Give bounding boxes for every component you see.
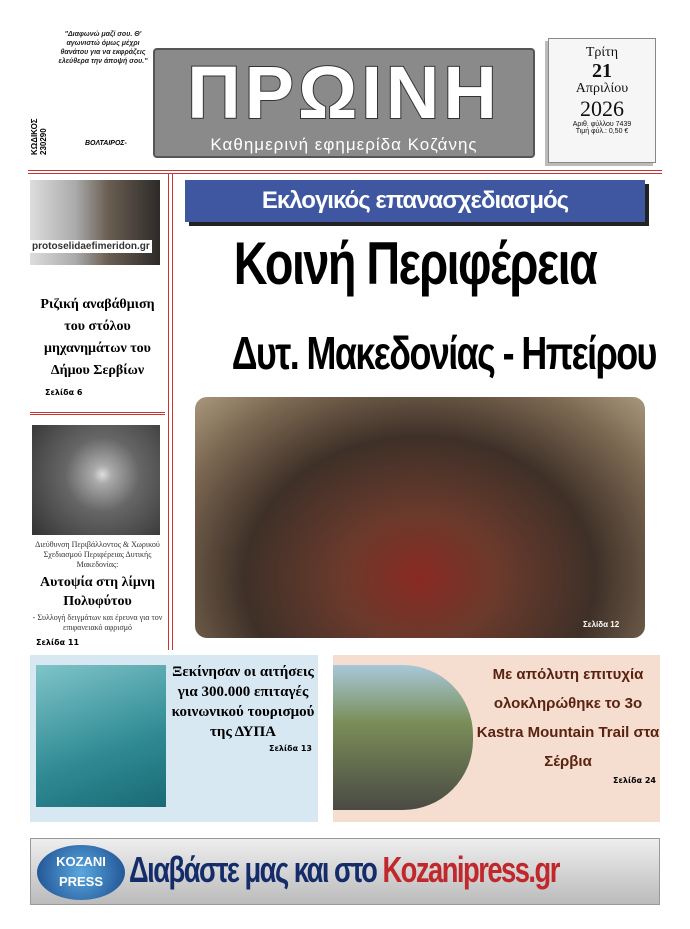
left-story-1 [30, 294, 165, 397]
race-photo [333, 665, 473, 810]
divider [28, 170, 662, 174]
divider [168, 174, 173, 650]
month: Απριλίου [575, 81, 629, 96]
divider [30, 412, 165, 415]
quote-author: ΒΟΛΤΑΙΡΟΣ- [85, 140, 127, 147]
page-ref: Σελίδα 6 [45, 388, 83, 397]
newspaper-subtitle: Καθημερινή εφημερίδα Κοζάνης [210, 135, 478, 154]
main-headline[interactable]: Κοινή Περιφέρεια [233, 230, 597, 297]
day: 21 [592, 60, 612, 82]
newspaper-title: ΠΡΩΙΝΗ [187, 51, 501, 134]
page-ref: Σελίδα 24 [612, 776, 656, 785]
parliament-photo [195, 397, 645, 638]
date-calendar [548, 38, 656, 163]
ad-text [129, 849, 559, 891]
ad-text-label: Διαβάστε μας και στο [129, 849, 377, 890]
issue-number: Αριθ. φύλλου 7439 [572, 121, 632, 128]
tourism-story-text [168, 662, 318, 753]
main-banner: Εκλογικός επανασχεδιασμός [185, 180, 645, 222]
story-sub: - Συλλογή δειγμάτων και έρευνα για τον επιφανειακό αφρισμό [32, 613, 163, 632]
year: 2026 [580, 96, 624, 121]
ad-site[interactable]: Kozanipress.gr [382, 849, 559, 890]
story-kicker: Διεύθυνση Περιβάλλοντος & Χωρικού Σχεδιασμού Περιφέρειας Δυτικής Μακεδονίας: [35, 540, 160, 569]
masthead [153, 48, 535, 158]
kozanipress-ad[interactable] [30, 838, 660, 905]
story-headline[interactable]: Αυτοψία στη λίμνη Πολυφύτου [40, 575, 155, 609]
watermark: protoselidaefimeridon.gr [32, 241, 150, 252]
main-headline-2[interactable]: Δυτ. Μακεδονίας - Ηπείρου [231, 327, 656, 379]
page-ref: Σελίδα 11 [36, 638, 80, 647]
voltaire-quote: "Διαφωνώ μαζί σου. Θ' αγωνιστώ όμως μέχρι θανάτου για να εκφράζεις ελεύθερα την άποψή σου." [58, 31, 148, 65]
page-ref: Σελίδα 13 [268, 744, 312, 753]
story-headline[interactable]: Ριζική αναβάθμιση του στόλου μηχανημάτων του Δήμου Σερβίων [40, 297, 155, 378]
story-headline[interactable]: Ξεκίνησαν οι αιτήσεις για 300.000 επιταγές κοινωνικού τουρισμού της ΔΥΠΑ [171, 664, 315, 740]
weekday: Τρίτη [585, 45, 619, 60]
left-story-2 [28, 540, 167, 647]
page-ref: Σελίδα 12 [583, 620, 620, 629]
postal-code: ΚΩΔΙΚΟΣ 230290 [30, 118, 48, 155]
kozanipress-logo: KOZANI PRESS [37, 845, 125, 900]
trail-story-text [476, 660, 660, 785]
story-headline[interactable]: Με απόλυτη επιτυχία ολοκληρώθηκε το 3ο Kastra Mountain Trail στα Σέρβια [476, 666, 660, 770]
price: Τιμή φύλ.: 0,50 € [575, 128, 629, 135]
boat-photo [36, 665, 166, 807]
lake-photo [32, 425, 160, 535]
